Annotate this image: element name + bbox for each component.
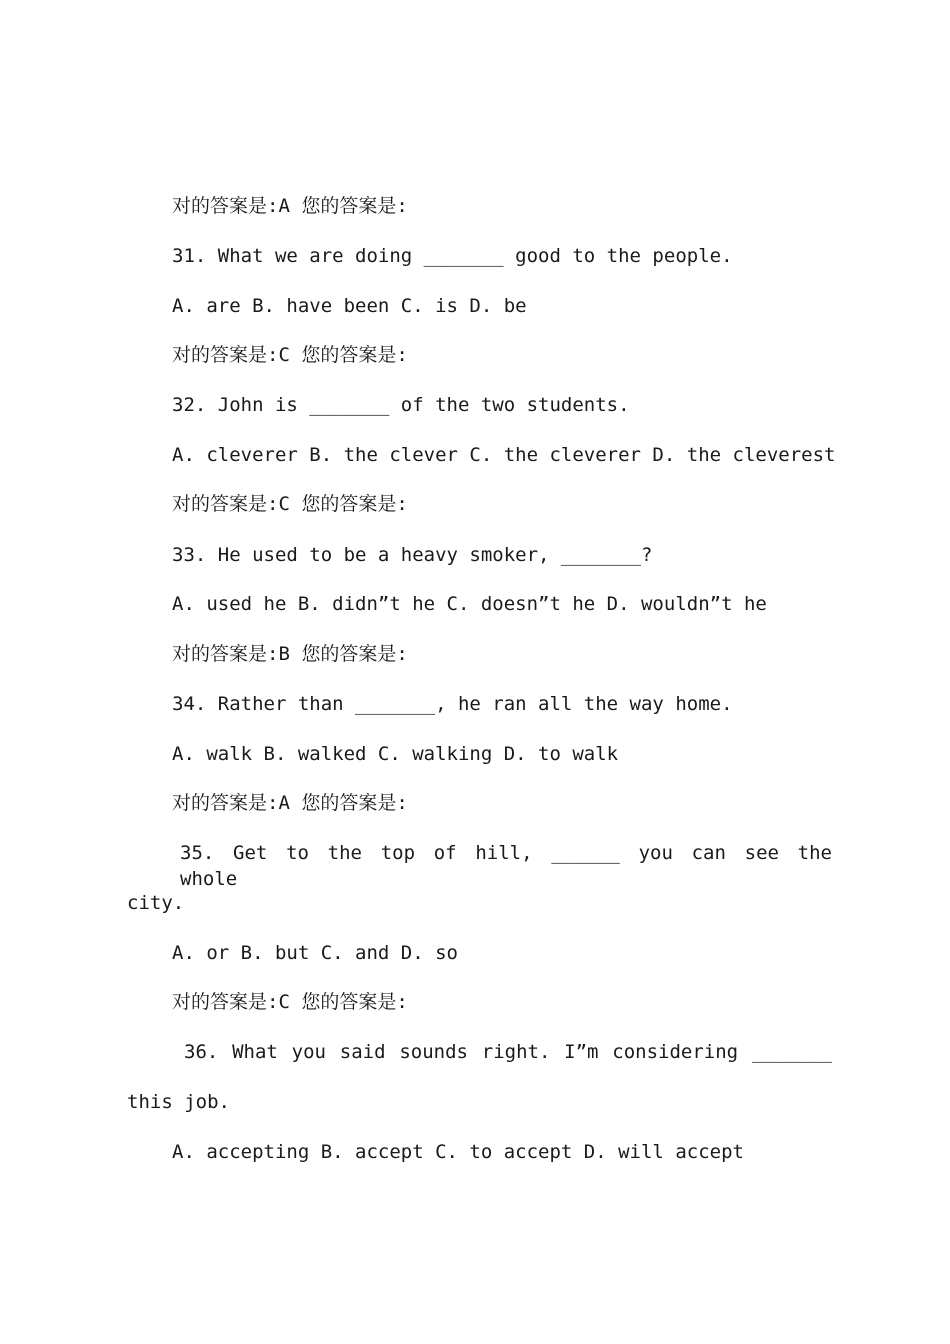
options-35: A. or B. but C. and D. so bbox=[172, 942, 458, 964]
question-36-continuation: this job. bbox=[127, 1091, 230, 1113]
options-34: A. walk B. walked C. walking D. to walk bbox=[172, 743, 619, 765]
question-33: 33. He used to be a heavy smoker, _______? bbox=[172, 544, 653, 566]
question-31: 31. What we are doing _______ good to the people. bbox=[172, 245, 733, 267]
options-31: A. are B. have been C. is D. be bbox=[172, 295, 527, 317]
question-36: 36. What you said sounds right. I”m considering _______ bbox=[184, 1041, 832, 1063]
question-35-continuation: city. bbox=[127, 892, 185, 914]
answer-line-35: 对的答案是:C 您的答案是: bbox=[172, 991, 408, 1013]
question-34: 34. Rather than _______, he ran all the way home. bbox=[172, 693, 733, 715]
answer-line-32: 对的答案是:C 您的答案是: bbox=[172, 493, 408, 515]
question-35: 35. Get to the top of hill, ______ you can see the whole bbox=[180, 842, 832, 890]
options-33: A. used he B. didn”t he C. doesn”t he D. wouldn”t he bbox=[172, 593, 767, 615]
options-32: A. cleverer B. the clever C. the cleverer D. the cleverest bbox=[172, 444, 836, 466]
answer-line-31: 对的答案是:C 您的答案是: bbox=[172, 344, 408, 366]
answer-line-33: 对的答案是:B 您的答案是: bbox=[172, 643, 408, 665]
question-32: 32. John is _______ of the two students. bbox=[172, 394, 630, 416]
answer-line-30: 对的答案是:A 您的答案是: bbox=[172, 195, 408, 217]
answer-line-34: 对的答案是:A 您的答案是: bbox=[172, 792, 408, 814]
options-36: A. accepting B. accept C. to accept D. will accept bbox=[172, 1141, 744, 1163]
